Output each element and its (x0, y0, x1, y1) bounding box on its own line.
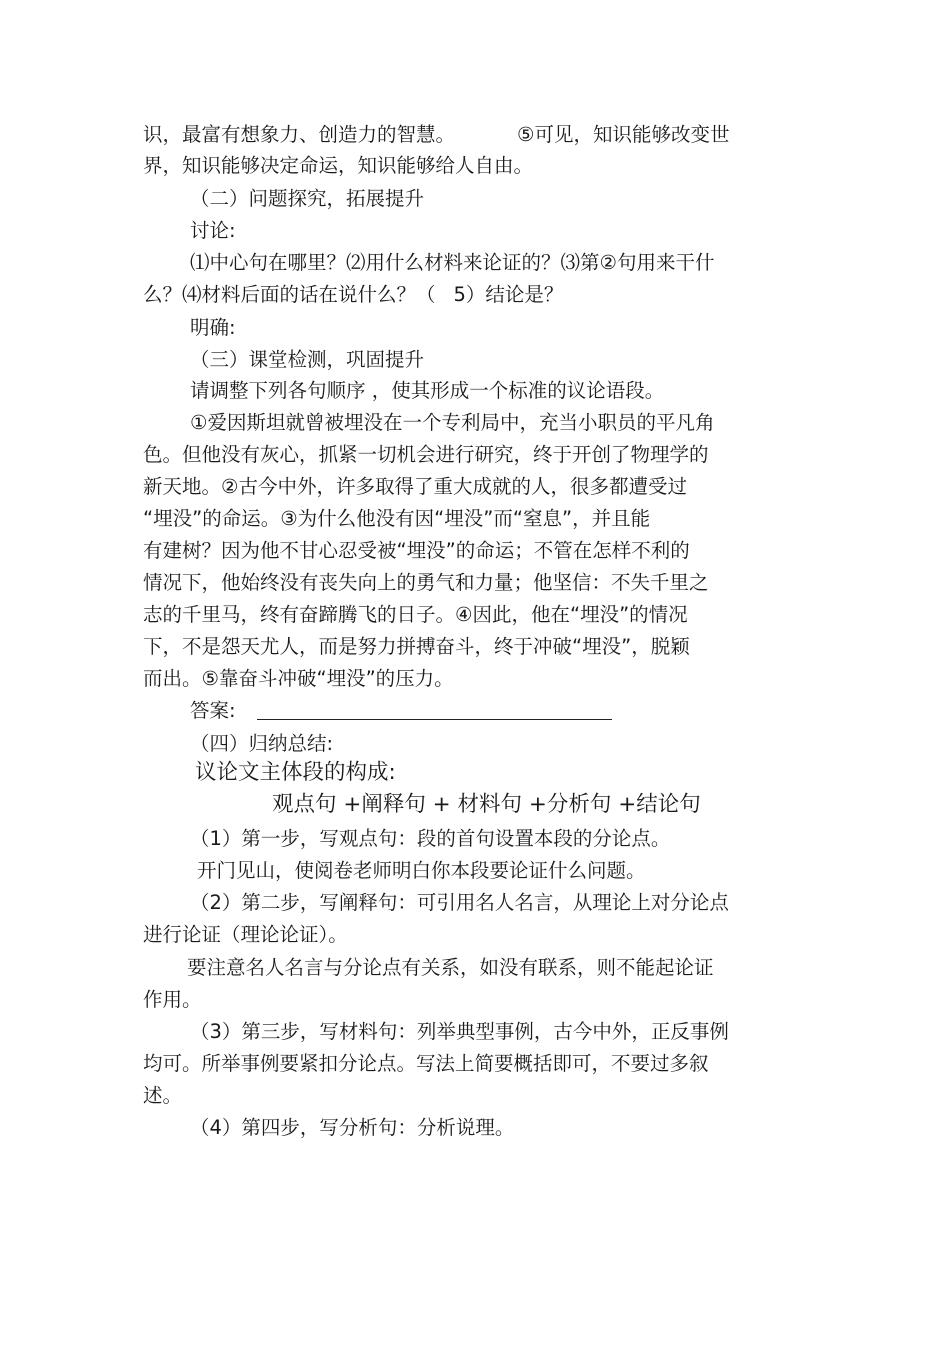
text-line: 有建树？因为他不甘心忍受被“埋没”的命运；不管在怎样不利的 (143, 539, 690, 562)
text-line: （1）第一步，写观点句：段的首句设置本段的分论点。 (190, 827, 671, 850)
text-line: 议论文主体段的构成: (195, 760, 396, 785)
text-line: 色。但他没有灰心，抓紧一切机会进行研究，终于开创了物理学的 (143, 443, 709, 466)
text-line: ⑴中心句在哪里？⑵用什么材料来论证的？⑶第②句用来干什 (190, 251, 715, 274)
text-line: 讨论: (190, 219, 236, 242)
text-line: 下，不是怨天尤人，而是努力拼搏奋斗，终于冲破“埋没”，脱颖 (143, 635, 690, 658)
text-line: 而出。⑤靠奋斗冲破“埋没”的压力。 (143, 667, 454, 690)
text-line: （3）第三步，写材料句：列举典型事例，古今中外，正反事例 (190, 1020, 729, 1043)
text-line: 均可。所举事例要紧扣分论点。写法上简要概括即可，不要过多叙 (143, 1052, 709, 1075)
text-line: “埋没”的命运。③为什么他没有因“埋没”而“窒息”，并且能 (143, 507, 651, 530)
text-line (143, 284, 563, 306)
section-heading: （二）问题探究，拓展提升 (190, 187, 425, 210)
section-heading: （三）课堂检测，巩固提升 (190, 348, 425, 371)
text-line: 作用。 (143, 988, 202, 1011)
section-heading: （四）归纳总结: (190, 732, 334, 755)
text-line: 志的千里马，终有奋蹄腾飞的日子。④因此，他在“埋没”的情况 (143, 603, 688, 626)
text-segment: 识，最富有想象力、创造力的智慧。 (143, 123, 456, 146)
text-line: ①爱因斯坦就曾被埋没在一个专利局中，充当小职员的平凡角 (190, 411, 715, 434)
answer-blank-line (257, 719, 612, 720)
text-segment: 么？⑷材料后面的话在说什么？（ (143, 283, 436, 306)
text-line: 开门见山，使阅卷老师明白你本段要论证什么问题。 (197, 859, 646, 882)
text-line: 界，知识能够决定命运，知识能够给人自由。 (143, 154, 534, 177)
text-segment: ⑤可见，知识能够改变世 (517, 123, 730, 146)
text-line: 要注意名人名言与分论点有关系，如没有联系，则不能起论证 (187, 956, 714, 979)
text-line: 情况下，他始终没有丧失向上的勇气和力量；他坚信：不失千里之 (143, 571, 709, 594)
text-segment: 5）结论是？ (453, 283, 564, 306)
text-line (143, 124, 730, 146)
text-line: 请调整下列各句顺序 ，使其形成一个标准的议论语段。 (190, 379, 665, 402)
text-line: 述。 (143, 1084, 183, 1107)
formula-line: 观点句 +阐释句 + 材料句 +分析句 +结论句 (272, 792, 701, 817)
text-line: （2）第二步，写阐释句：可引用名人名言，从理论上对分论点 (190, 891, 729, 914)
text-line: 新天地。②古今中外，许多取得了重大成就的人，很多都遭受过 (143, 475, 687, 498)
text-line: 明确: (190, 316, 236, 339)
text-line: （4）第四步，写分析句：分析说理。 (190, 1116, 515, 1139)
text-line: 进行论证（理论论证）。 (143, 923, 348, 946)
answer-label: 答案: (190, 699, 236, 722)
